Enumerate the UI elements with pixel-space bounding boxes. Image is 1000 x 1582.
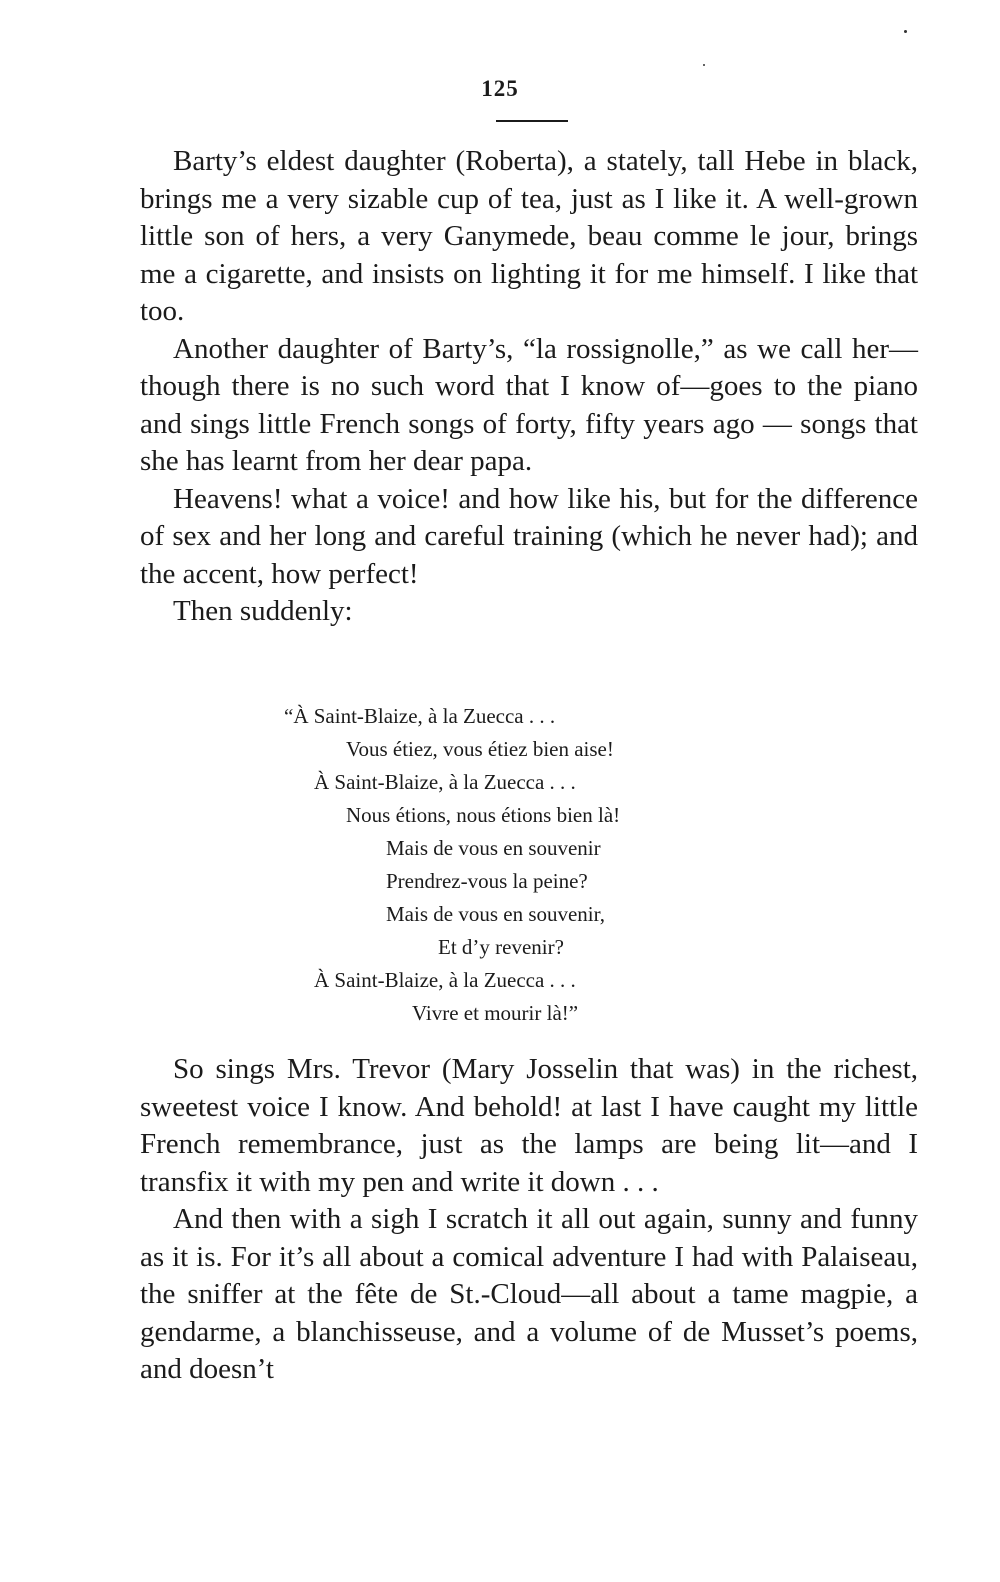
paragraph: Barty’s eldest daughter (Roberta), a stately, tall Hebe in black, brings me a very sizable cup of tea, just as I like it. A well-grown little son of hers, a very Ganymede, beau comme le jour, brings me a cigarette, and insists on lighting it for me himself. I like that too. [140,145,918,327]
paragraph: Heavens! what a voice! and how like his, but for the difference of sex and her long and careful training (which he never had); and the accent, how perfect! [140,482,918,590]
verse-line: Vivre et mourir là!” [412,1001,579,1025]
verse-line: À Saint-Blaize, à la Zuecca . . . [314,770,576,794]
verse-line: Et d’y revenir? [438,935,564,959]
verse-line: À Saint-Blaize, à la Zuecca . . . [314,968,576,992]
scan-speck [904,30,907,33]
verse-line: Nous étions, nous étions bien là! [346,803,621,827]
verse-line: Prendrez-vous la peine? [386,869,588,893]
scan-speck [703,64,705,66]
page-number-rule [496,120,568,122]
page-number: 125 [481,76,519,101]
verse-line: Mais de vous en souvenir, [386,902,606,926]
verse-line: “À Saint-Blaize, à la Zuecca . . . [284,704,556,728]
verse-line: Mais de vous en souvenir [386,836,601,860]
prose-top [140,143,918,631]
paragraph: Another daughter of Barty’s, “la rossignolle,” as we call her—though there is no such word that I know of—goes to the piano and sings little French songs of forty, fifty years ago — songs that she has learnt from her dear papa. [140,332,918,477]
prose-bottom [140,1051,918,1389]
paragraph: So sings Mrs. Trevor (Mary Josselin that was) in the richest, sweetest voice I know. And behold! at last I have caught my little French remembrance, just as the lamps are being lit—and I transfix it with my pen and write it down . . . [140,1053,918,1198]
verse-line: Vous étiez, vous étiez bien aise! [346,737,614,761]
paragraph: Then suddenly: [173,595,353,627]
paragraph: And then with a sigh I scratch it all out again, sunny and funny as it is. For it’s all about a comical adventure I had with Palaiseau, the sniffer at the fête de St.-Cloud—all about a tame magpie, a gendarme, a blanchisseuse, and a volume of de Musset’s poems, and doesn’t [140,1203,918,1385]
